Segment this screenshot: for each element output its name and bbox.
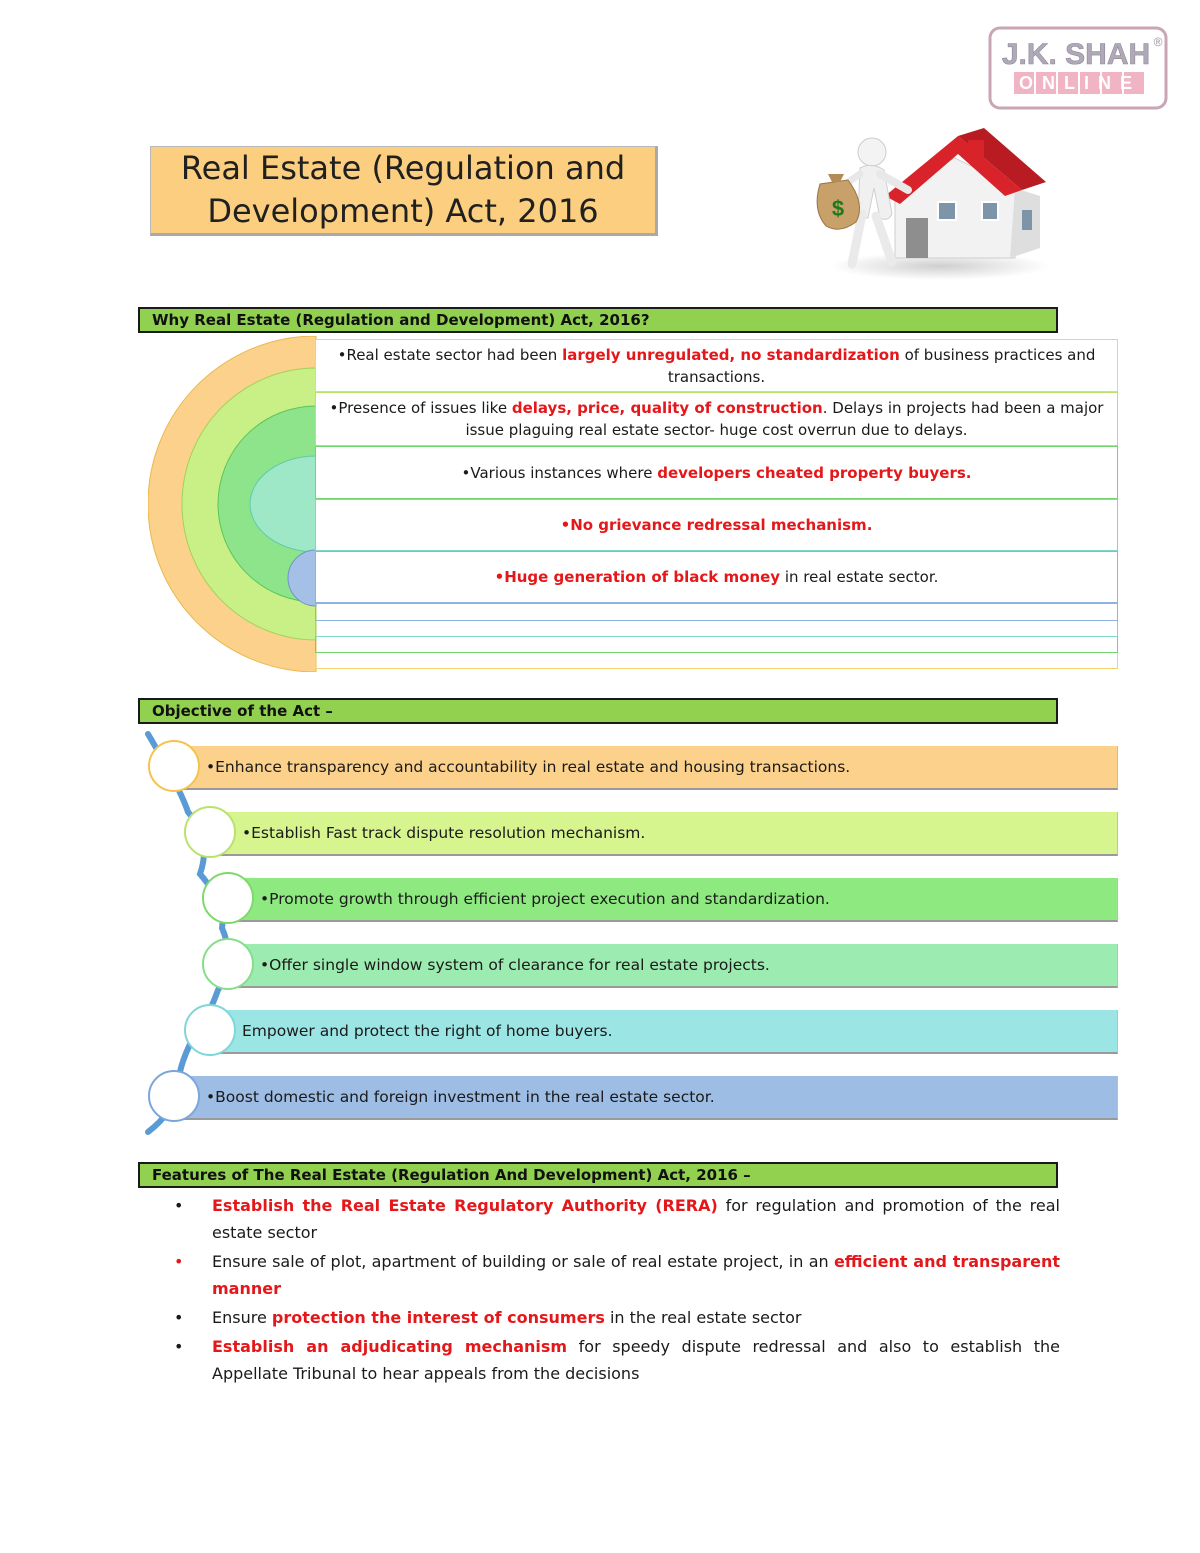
objective-item-1 — [172, 746, 1118, 790]
why-item-1 — [315, 339, 1118, 392]
why-layer-line — [315, 621, 1118, 637]
why-item-5 — [315, 551, 1118, 603]
why-item-3 — [315, 446, 1118, 499]
objective-circle-marker — [202, 872, 254, 924]
why-layer-line — [315, 653, 1118, 669]
features-section-header: Features of The Real Estate (Regulation And Development) Act, 2016 – — [138, 1162, 1058, 1188]
why-item-text: •Presence of issues like delays, price, quality of construction. Delays in projects had been a major issue plaguing real estate sector- huge cost overrun due to delays. — [329, 399, 1104, 439]
bullet-icon: • — [174, 1308, 184, 1327]
feature-item-3: • Ensure protection the interest of consumers in the real estate sector — [170, 1304, 1060, 1331]
why-item-text: •Huge generation of black money in real estate sector. — [494, 568, 939, 586]
objective-item-4 — [228, 944, 1118, 988]
objective-section-header: Objective of the Act – — [138, 698, 1058, 724]
jk-shah-online-logo — [988, 26, 1172, 112]
objective-circle-marker — [202, 938, 254, 990]
objective-text: •Boost domestic and foreign investment in the real estate sector. — [206, 1088, 715, 1106]
why-item-4 — [315, 499, 1118, 551]
concentric-arcs-graphic — [148, 336, 320, 672]
why-layer-line — [315, 603, 1118, 621]
page-title: Real Estate (Regulation and Development) Act, 2016 — [150, 146, 658, 236]
why-layer-line — [315, 637, 1118, 653]
objective-circle-marker — [184, 806, 236, 858]
why-item-text: •No grievance redressal mechanism. — [560, 516, 873, 534]
feature-item-1: • Establish the Real Estate Regulatory Authority (RERA) for regulation and promotion of the real estate sector — [170, 1192, 1060, 1246]
objective-circle-marker — [148, 740, 200, 792]
bullet-icon: • — [174, 1196, 184, 1215]
why-item-text: •Real estate sector had been largely unregulated, no standardization of business practices and transactions. — [337, 345, 1096, 386]
why-item-text: •Various instances where developers cheated property buyers. — [461, 463, 972, 482]
logo-line-2: ONLINE — [1018, 73, 1142, 93]
logo-registered-mark: ® — [1153, 35, 1163, 49]
dollar-sign: $ — [831, 196, 845, 221]
why-section-header: Why Real Estate (Regulation and Development) Act, 2016? — [138, 307, 1058, 333]
bullet-icon: • — [174, 1337, 184, 1356]
objective-item-3 — [228, 878, 1118, 922]
objective-item-2 — [210, 812, 1118, 856]
objective-item-5 — [210, 1010, 1118, 1054]
objective-text: •Offer single window system of clearance for real estate projects. — [260, 956, 770, 974]
bullet-icon: • — [174, 1252, 184, 1271]
feature-item-4: • Establish an adjudicating mechanism for speedy dispute redressal and also to establish the Appellate Tribunal to hear appeals from the decisions — [170, 1333, 1060, 1387]
why-item-2 — [315, 392, 1118, 446]
objective-item-6 — [172, 1076, 1118, 1120]
objective-text: Empower and protect the right of home buyers. — [242, 1022, 613, 1040]
features-list — [170, 1192, 1060, 1389]
objective-circle-marker — [184, 1004, 236, 1056]
objective-text: •Promote growth through efficient project execution and standardization. — [260, 890, 830, 908]
person-with-money-bag-and-house-icon — [800, 118, 1052, 282]
objective-text: •Enhance transparency and accountability in real estate and housing transactions. — [206, 758, 851, 776]
feature-item-2: • Ensure sale of plot, apartment of building or sale of real estate project, in an efficient and transparent manner — [170, 1248, 1060, 1302]
objective-text: •Establish Fast track dispute resolution mechanism. — [242, 824, 646, 842]
objective-circle-marker — [148, 1070, 200, 1122]
logo-line-1: J.K. SHAH — [1001, 38, 1151, 71]
